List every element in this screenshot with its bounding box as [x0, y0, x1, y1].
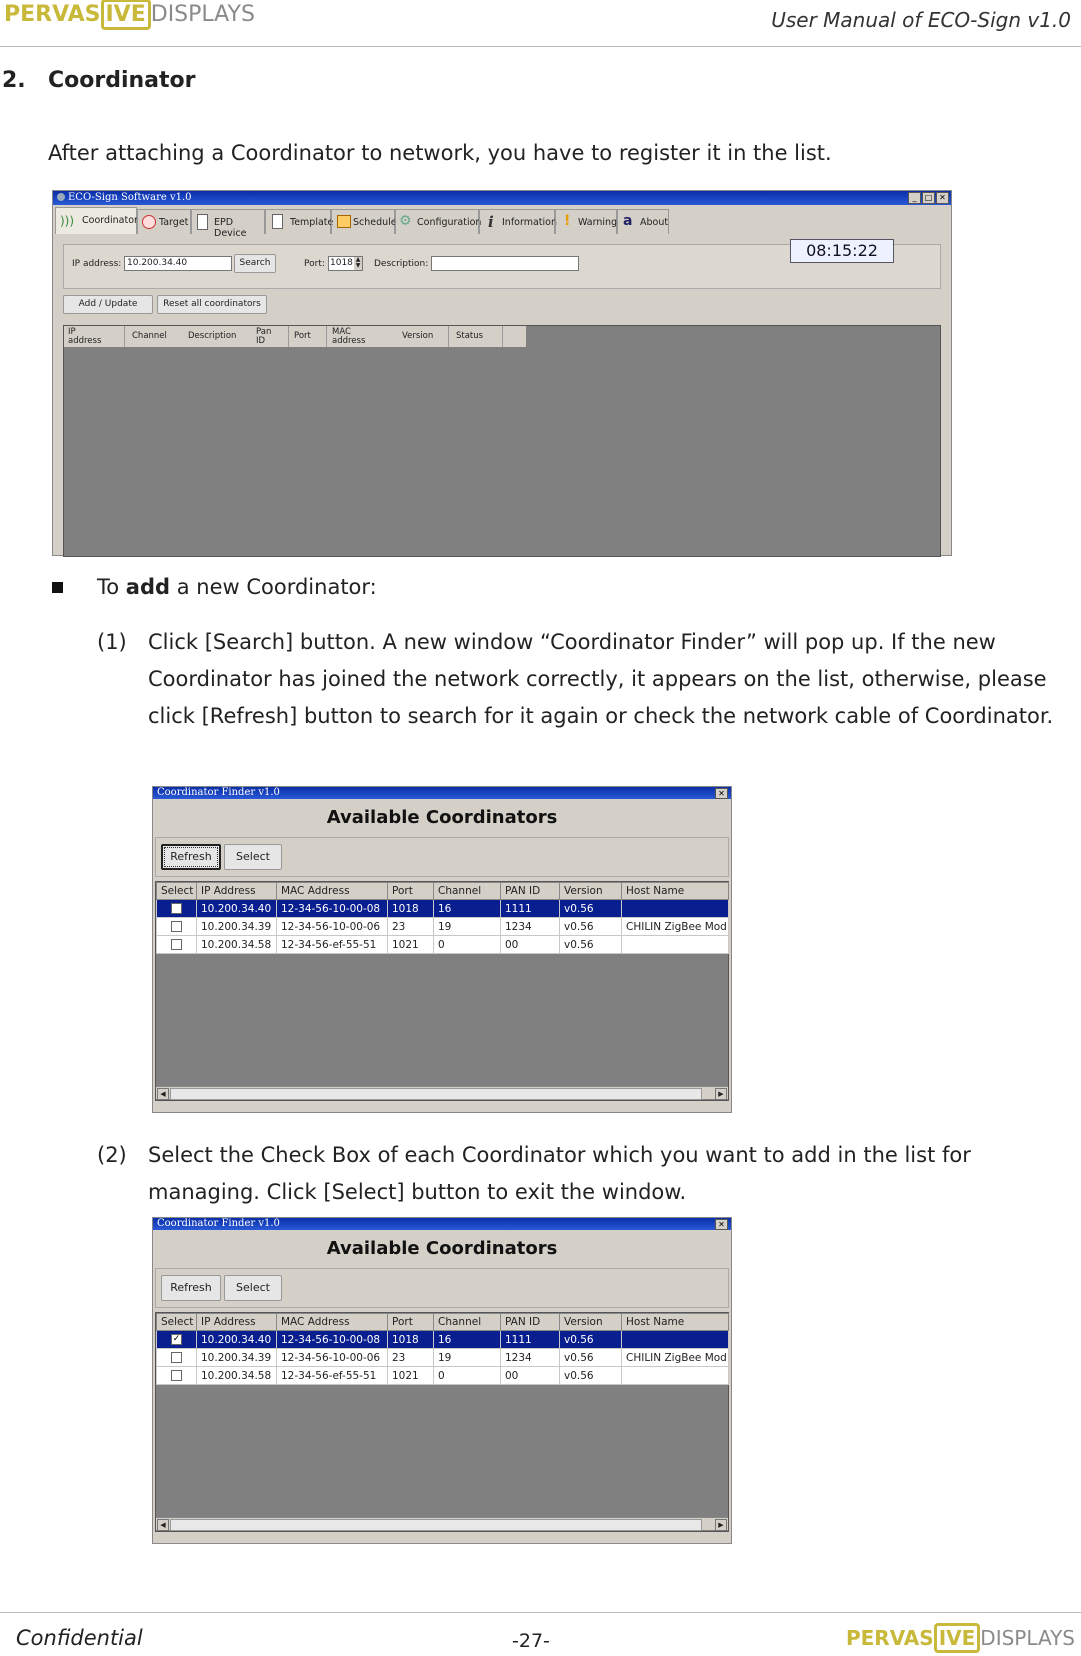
close-button[interactable]: ✕ [715, 1219, 728, 1230]
ip-label: IP address: [72, 259, 122, 269]
tab-target[interactable]: Target [137, 209, 191, 234]
info-icon: i [488, 213, 494, 231]
coordinator-finder-window-1 [152, 786, 732, 1113]
finder-list [155, 1312, 729, 1532]
row-checkbox[interactable] [171, 921, 182, 932]
col-pan-id[interactable]: Pan ID [256, 327, 272, 346]
finder-table-header [157, 1314, 729, 1331]
select-button[interactable]: Select [224, 844, 282, 870]
scroll-left-icon[interactable]: ◀ [157, 1519, 169, 1531]
reset-all-coordinators-button[interactable]: Reset all coordinators [157, 295, 267, 314]
coordinator-list-header [64, 326, 526, 347]
header-logo: PERVAS IVE DISPLAYS [4, 2, 255, 27]
search-panel [63, 241, 941, 289]
col-ip-address[interactable]: IP address [68, 327, 102, 346]
col-mac-address[interactable]: MAC Address [277, 1314, 388, 1331]
col-port[interactable]: Port [388, 883, 434, 900]
col-port[interactable]: Port [388, 1314, 434, 1331]
table-row[interactable]: 10.200.34.39 12-34-56-10-00-06 23 19 1234 v0.56 CHILIN ZigBee Mod [157, 1349, 729, 1367]
intro-text: After attaching a Coordinator to network, you have to register it in the list. [48, 141, 832, 165]
table-row[interactable]: 10.200.34.40 12-34-56-10-00-08 1018 16 1111 v0.56 [157, 900, 729, 918]
col-select[interactable]: Select [157, 1314, 197, 1331]
footer-logo: PERVAS IVE DISPLAYS [846, 1626, 1075, 1650]
target-icon [142, 215, 156, 229]
scroll-right-icon[interactable]: ▶ [715, 1088, 727, 1100]
step-2-number: (2) [97, 1143, 127, 1167]
col-ip-address[interactable]: IP Address [197, 883, 277, 900]
scroll-thumb[interactable] [170, 1519, 702, 1531]
scroll-left-icon[interactable]: ◀ [157, 1088, 169, 1100]
coordinator-finder-window-2 [152, 1217, 732, 1544]
page-number: -27- [512, 1630, 550, 1652]
select-button[interactable]: Select [224, 1275, 282, 1301]
col-mac-address[interactable]: MAC Address [277, 883, 388, 900]
tab-epd-device[interactable]: EPD Device [191, 209, 265, 234]
finder-table [156, 1313, 729, 1385]
description-input[interactable] [431, 256, 579, 271]
tab-warning[interactable]: ! Warning [555, 209, 617, 234]
step-1-number: (1) [97, 630, 127, 654]
table-row[interactable]: 10.200.34.58 12-34-56-ef-55-51 1021 0 00 v0.56 [157, 1367, 729, 1385]
col-channel[interactable]: Channel [434, 883, 501, 900]
app-window [52, 190, 952, 556]
wireless-icon: ))) [60, 214, 75, 228]
bullet-text: To add a new Coordinator: [97, 575, 377, 599]
col-ip-address[interactable]: IP Address [197, 1314, 277, 1331]
row-checkbox[interactable] [171, 939, 182, 950]
app-titlebar [53, 191, 951, 205]
bullet-square-icon [52, 582, 63, 593]
finder-list [155, 881, 729, 1101]
about-icon: a [623, 213, 633, 229]
col-status[interactable]: Status [456, 331, 484, 341]
table-row[interactable]: ✓ 10.200.34.40 12-34-56-10-00-08 1018 16 1111 v0.56 [157, 1331, 729, 1349]
spin-arrows-icon[interactable]: ▲ ▼ [355, 256, 361, 269]
description-label: Description: [374, 259, 429, 269]
horizontal-scrollbar[interactable] [156, 1086, 728, 1099]
finder-table [156, 882, 729, 954]
col-channel[interactable]: Channel [434, 1314, 501, 1331]
col-version[interactable]: Version [560, 883, 622, 900]
calendar-icon [337, 215, 351, 228]
section-title: Coordinator [48, 68, 196, 93]
col-version[interactable]: Version [560, 1314, 622, 1331]
app-icon [57, 193, 65, 201]
close-button[interactable]: ✕ [715, 788, 728, 799]
step-1-text: Click [Search] button. A new window “Coordinator Finder” will pop up. If the new Coordinator has joined the network correctly, it appears on the list, otherwise, please click [Refresh] button to search for it again or check the network cable of Coordinator. [148, 630, 1054, 728]
manual-title: User Manual of ECO-Sign v1.0 [771, 8, 1071, 32]
table-row[interactable]: 10.200.34.39 12-34-56-10-00-06 23 19 1234 v0.56 CHILIN ZigBee Mod [157, 918, 729, 936]
footer-divider [0, 1612, 1081, 1613]
port-label: Port: [304, 259, 325, 269]
refresh-button[interactable]: Refresh [161, 1275, 221, 1301]
scroll-thumb[interactable] [170, 1088, 702, 1100]
tab-bar [55, 207, 755, 239]
step-2-text: Select the Check Box of each Coordinator which you want to add in the list for managing. Click [Select] button to exit the window. [148, 1143, 971, 1204]
col-host-name[interactable]: Host Name [622, 883, 729, 900]
col-select[interactable]: Select [157, 883, 197, 900]
minimize-button[interactable]: _ [908, 192, 921, 204]
col-version[interactable]: Version [402, 331, 434, 341]
add-update-button[interactable]: Add / Update [63, 295, 153, 314]
app-title: ECO-Sign Software v1.0 [68, 192, 192, 203]
coordinator-list [63, 325, 941, 557]
close-button[interactable]: ✕ [936, 192, 949, 204]
col-pan-id[interactable]: PAN ID [501, 1314, 560, 1331]
col-description[interactable]: Description [188, 331, 237, 341]
tab-coordinator[interactable]: ))) Coordinator [55, 207, 137, 234]
row-checkbox[interactable] [171, 903, 182, 914]
col-port[interactable]: Port [294, 331, 311, 341]
checkmark-icon[interactable]: ✓ [172, 1334, 181, 1344]
clock-display: 08:15:22 [790, 239, 894, 263]
tab-information[interactable]: i Information [479, 209, 555, 234]
row-checkbox[interactable] [171, 1352, 182, 1363]
ip-address-input[interactable]: 10.200.34.40 [124, 256, 232, 271]
footer-confidential: Confidential [16, 1626, 143, 1650]
col-pan-id[interactable]: PAN ID [501, 883, 560, 900]
tab-about[interactable]: a About [617, 209, 669, 234]
col-host-name[interactable]: Host Name [622, 1314, 729, 1331]
tab-configuration[interactable]: ⚙ Configuration [395, 209, 479, 234]
finder-titlebar: Coordinator Finder v1.0 [153, 787, 731, 799]
tab-template[interactable]: Template [265, 209, 331, 234]
device-icon [197, 214, 208, 230]
maximize-button[interactable]: □ [922, 192, 935, 204]
available-coordinators-heading: Available Coordinators [326, 807, 558, 828]
scroll-right-icon[interactable]: ▶ [715, 1519, 727, 1531]
tab-schedule[interactable]: Schedule [331, 209, 395, 234]
template-icon [272, 214, 283, 229]
search-button[interactable]: Search [234, 254, 276, 273]
available-coordinators-heading: Available Coordinators [326, 1238, 558, 1259]
horizontal-scrollbar[interactable] [156, 1517, 728, 1530]
header-divider [0, 46, 1081, 47]
finder-titlebar: Coordinator Finder v1.0 [153, 1218, 731, 1230]
table-row[interactable]: 10.200.34.58 12-34-56-ef-55-51 1021 0 00 v0.56 [157, 936, 729, 954]
gear-icon: ⚙ [399, 213, 412, 229]
port-stepper[interactable]: 1018 ▲ ▼ [328, 256, 363, 271]
finder-table-header [157, 883, 729, 900]
col-channel[interactable]: Channel [132, 331, 167, 341]
warning-icon: ! [564, 213, 571, 229]
col-mac-address[interactable]: MAC address [332, 327, 366, 346]
row-checkbox[interactable] [171, 1370, 182, 1381]
section-number: 2. [2, 68, 26, 93]
refresh-button[interactable]: Refresh [161, 844, 221, 870]
